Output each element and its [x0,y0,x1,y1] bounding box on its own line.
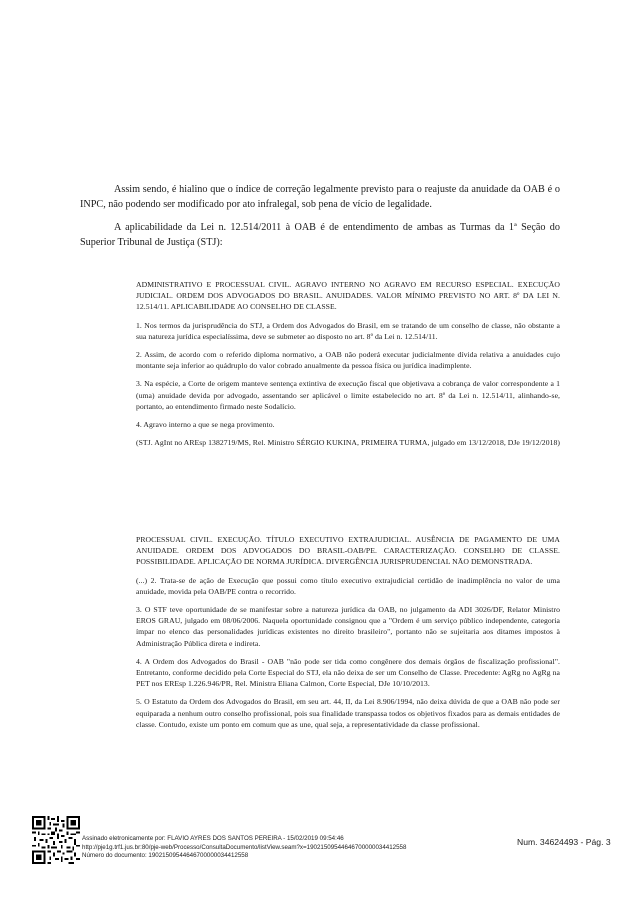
quote-2-item-1: (...) 2. Trata-se de ação de Execução que possui como título executivo extrajudicial certidão de inadimplência no valor de uma anuidade, movida pela OAB/PE contra o recorrido. [136,575,560,596]
quote-2-heading: PROCESSUAL CIVIL. EXECUÇÃO. TÍTULO EXECUTIVO EXTRAJUDICIAL. AUSÊNCIA DE PAGAMENTO DE UMA ANUIDADE. ORDEM DOS ADVOGADOS DO BRASIL-OAB/PE. CARACTERIZAÇÃO. CONSELHO DE CLASSE. POSSIBILIDADE. APLICAÇÃO DE NORMA JURÍDICA. DIVERGÊNCIA JURISPRUDENCIAL NÃO DEMONSTRADA. [136,535,560,567]
document-number-line: Número do documento: 19021509544646700000034412558 [82,852,249,860]
quote-block-1 [136,279,560,455]
signature-footer [0,812,640,872]
quote-1-item-1: 1. Nos termos da jurisprudência do STJ, a Ordem dos Advogados do Brasil, em se tratando de um conselho de classe, não obstante a sua natureza jurídica especialíssima, deve se submeter ao disposto no art. 8º da Lei n. 12.514/11. [136,320,560,341]
signed-by-line: Assinado eletronicamente por: FLAVIO AYRES DOS SANTOS PEREIRA - 15/02/2019 09:54:46 [82,835,344,842]
quote-2-item-2: 3. O STF teve oportunidade de se manifestar sobre a natureza jurídica da OAB, no julgamento da ADI 3026/DF, Relator Ministro EROS GRAU, julgado em 08/06/2006. Naquela oportunidade consignou que a "Ordem é um serviço público independente, categoria ímpar no elenco das personalidades jurídicas existentes no direito brasileiro", portanto não se sujeitaria aos ditames impostos à Administração Pública direta e indireta. [136,605,560,648]
signature-info [82,835,406,861]
quote-2-item-4: 5. O Estatuto da Ordem dos Advogados do Brasil, em seu art. 44, II, da Lei 8.906/1994, não deixa dúvida de que a OAB não pode ser equiparada a nenhum outro conselho profissional, pois sua finalidade transpassa todos os objetivos fixados para as demais entidades de classe. Contudo, existe um ponto em comum que as une, qual seja, a representatividade da classe profissional. [136,697,560,729]
body-paragraph-1 [80,183,560,212]
quote-block-2 [136,534,560,737]
quote-1-heading: ADMINISTRATIVO E PROCESSUAL CIVIL. AGRAVO INTERNO NO AGRAVO EM RECURSO ESPECIAL. EXECUÇÃO JUDICIAL. ORDEM DOS ADVOGADOS DO BRASIL. ANUIDADES. VALOR MÍNIMO PREVISTO NO ART. 8º DA LEI N. 12.514/11. APLICABILIDADE AO CONSELHO DE CLASSE. [136,280,560,312]
quote-1-item-3: 3. Na espécie, a Corte de origem manteve sentença extintiva de execução fiscal que objetivava a cobrança de valor correspondente a 1 (uma) anuidade devida por advogado, assentando ser aplicável o limite estabelecido no art. 8º da Lei n. 12.514/11, alinhando-se, portanto, ao entendimento firmado neste Sodalício. [136,379,560,411]
quote-1-item-2: 2. Assim, de acordo com o referido diploma normativo, a OAB não poderá executar judicialmente dívida relativa a anuidades cujo montante seja inferior ao quádruplo do valor cobrado anualmente da pessoa física ou jurídica inadimplente. [136,350,560,371]
page-number-label: Num. 34624493 - Pág. 3 [517,837,611,847]
document-url[interactable]: http://pje1g.trf1.jus.br:80/pje-web/Processo/ConsultaDocumento/listView.seam?x=19021509544646700000034412558 [82,843,407,851]
body-paragraph-2-text: A aplicabilidade da Lei n. 12.514/2011 à OAB é de entendimento de ambas as Turmas da 1ª Seção do Superior Tribunal de Justiça (STJ): [80,222,560,248]
quote-1-citation: (STJ. AgInt no AREsp 1382719/MS, Rel. Ministro SÉRGIO KUKINA, PRIMEIRA TURMA, julgado em 13/12/2018, DJe 19/12/2018) [136,438,560,448]
quote-1-item-4: 4. Agravo interno a que se nega provimento. [136,420,275,430]
body-paragraph-2 [80,221,560,250]
quote-2-item-3: 4. A Ordem dos Advogados do Brasil - OAB "não pode ser tida como congênere dos demais órgãos de fiscalização profissional". Entretanto, conforme decidido pela Corte Especial do STJ, ela não deixa de ser um Conselho de Classe. Precedente: AgRg no AgRg na PET nos EREsp 1.226.946/PR, Rel. Ministra Eliana Calmon, Corte Especial, DJe 10/10/2013. [136,656,560,689]
qr-code-icon [32,816,80,864]
body-paragraph-1-text: Assim sendo, é hialino que o índice de correção legalmente previsto para o reajuste da anuidade da OAB é o INPC, não podendo ser modificado por ato infralegal, sob pena de vício de legalidade. [80,184,560,210]
